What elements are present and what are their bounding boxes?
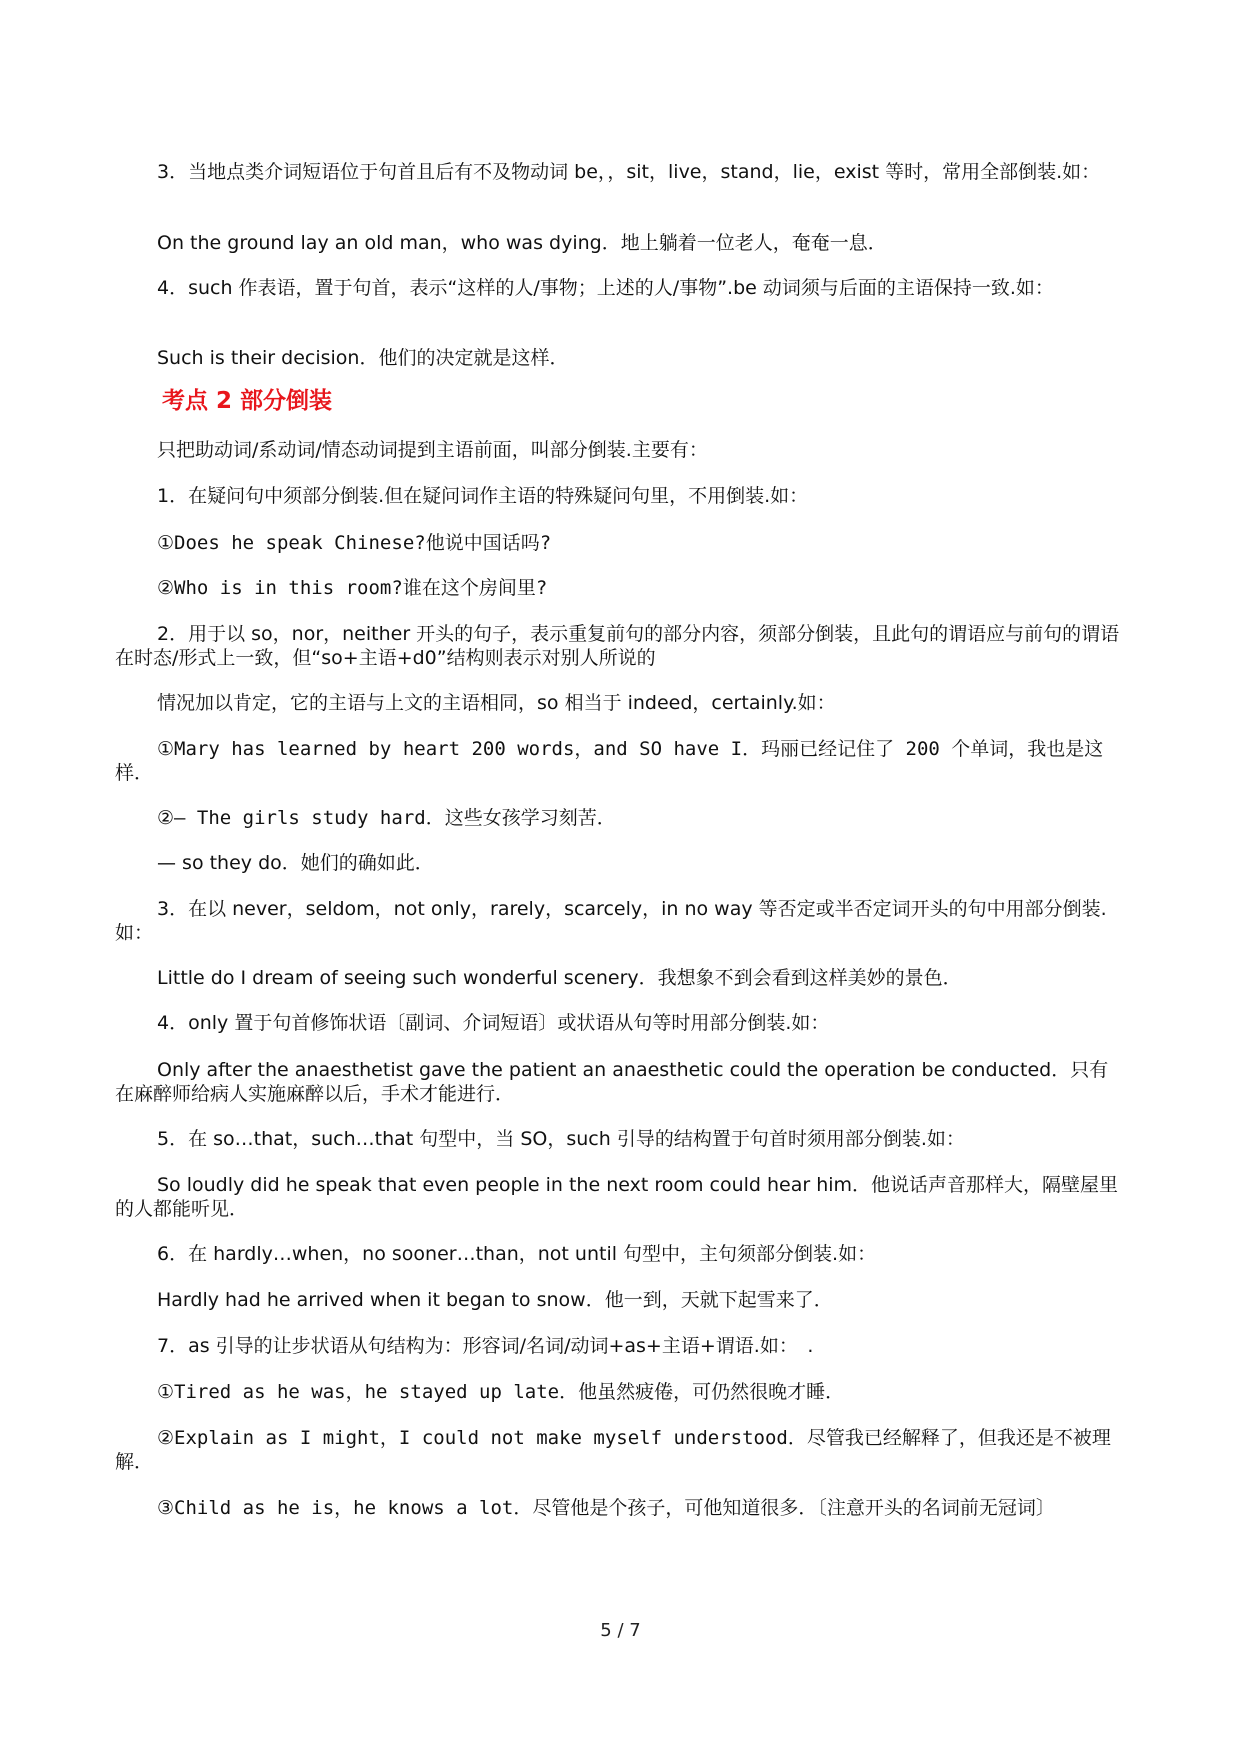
- example-child-as: ③Child as he is，he knows a lot．尽管他是个孩子，可他知道很多．〔注意开头的名词前无冠词〕: [157, 1497, 1055, 1519]
- example-does-he-speak: ①Does he speak Chinese?他说中国话吗?: [157, 532, 552, 554]
- section-heading-partial-inversion: 考点 2 部分倒装: [162, 388, 333, 414]
- paragraph-partial-rule-2: 2．用于以 so，nor，neither 开头的句子，表示重复前句的部分内容，须部分倒装，且此句的谓语应与前句的谓语在时态/形式上一致，但“so+主语+d0”结构则表示对别人所说的: [115, 623, 1120, 669]
- example-little-do-i: Little do I dream of seeing such wonderful scenery．我想象不到会看到这样美妙的景色．: [157, 967, 962, 989]
- example-tired-as: ①Tired as he was，he stayed up late．他虽然疲倦，可仍然很晚才睡．: [157, 1381, 845, 1403]
- example-mary-learned: ①Mary has learned by heart 200 words，and SO have I．玛丽已经记住了 200 个单词，我也是这样．: [115, 738, 1104, 784]
- page-number: 5 / 7: [600, 1620, 641, 1641]
- example-explain-as: ②Explain as I might，I could not make myself understood．尽管我已经解释了，但我还是不被理解．: [115, 1427, 1111, 1473]
- paragraph-inversion-rule-4: 4．such 作表语，置于句首，表示“这样的人/事物；上述的人/事物”.be 动词须与后面的主语保持一致.如：: [157, 277, 1054, 299]
- example-girls-study: ②— The girls study hard．这些女孩学习刻苦．: [157, 807, 616, 829]
- paragraph-partial-rule-4: 4．only 置于句首修饰状语〔副词、介词短语〕或状语从句等时用部分倒装.如：: [157, 1012, 830, 1034]
- paragraph-partial-rule-1: 1．在疑问句中须部分倒装.但在疑问词作主语的特殊疑问句里，不用倒装.如：: [157, 485, 809, 507]
- example-so-loudly: So loudly did he speak that even people in the next room could hear him．他说话声音那样大，隔壁屋里的人都能听见．: [115, 1174, 1119, 1220]
- paragraph-partial-rule-6: 6．在 hardly…when，no sooner…than，not until 句型中，主句须部分倒装.如：: [157, 1243, 877, 1265]
- example-only-after: Only after the anaesthetist gave the patient an anaesthetic could the operation be conducted．只有在麻醉师给病人实施麻醉以后，手术才能进行．: [115, 1059, 1109, 1105]
- example-who-is: ②Who is in this room?谁在这个房间里?: [157, 577, 548, 599]
- paragraph-partial-rule-3: 3．在以 never，seldom，not only，rarely，scarcely，in no way 等否定或半否定词开头的句中用部分倒装.如：: [115, 898, 1107, 944]
- example-such-is: Such is their decision．他们的决定就是这样．: [157, 347, 569, 369]
- paragraph-partial-intro: 只把助动词/系动词/情态动词提到主语前面，叫部分倒装.主要有：: [157, 439, 708, 461]
- example-hardly-had: Hardly had he arrived when it began to snow．他一到，天就下起雪来了．: [157, 1289, 833, 1311]
- paragraph-partial-rule-2-cont: 情况加以肯定，它的主语与上文的主语相同，so 相当于 indeed，certainly.如：: [157, 692, 836, 714]
- example-so-they-do: — so they do．她们的确如此．: [157, 852, 434, 874]
- example-ground-lay: On the ground lay an old man，who was dying．地上躺着一位老人，奄奄一息．: [157, 232, 887, 254]
- paragraph-partial-rule-7: 7．as 引导的让步状语从句结构为：形容词/名词/动词+as+主语+谓语.如： .: [157, 1335, 814, 1357]
- paragraph-partial-rule-5: 5．在 so…that，such…that 句型中，当 SO，such 引导的结构置于句首时须用部分倒装.如：: [157, 1128, 965, 1150]
- paragraph-inversion-rule-3: 3．当地点类介词短语位于句首且后有不及物动词 be，，sit，live，stand，lie，exist 等时，常用全部倒装.如：: [157, 161, 1101, 183]
